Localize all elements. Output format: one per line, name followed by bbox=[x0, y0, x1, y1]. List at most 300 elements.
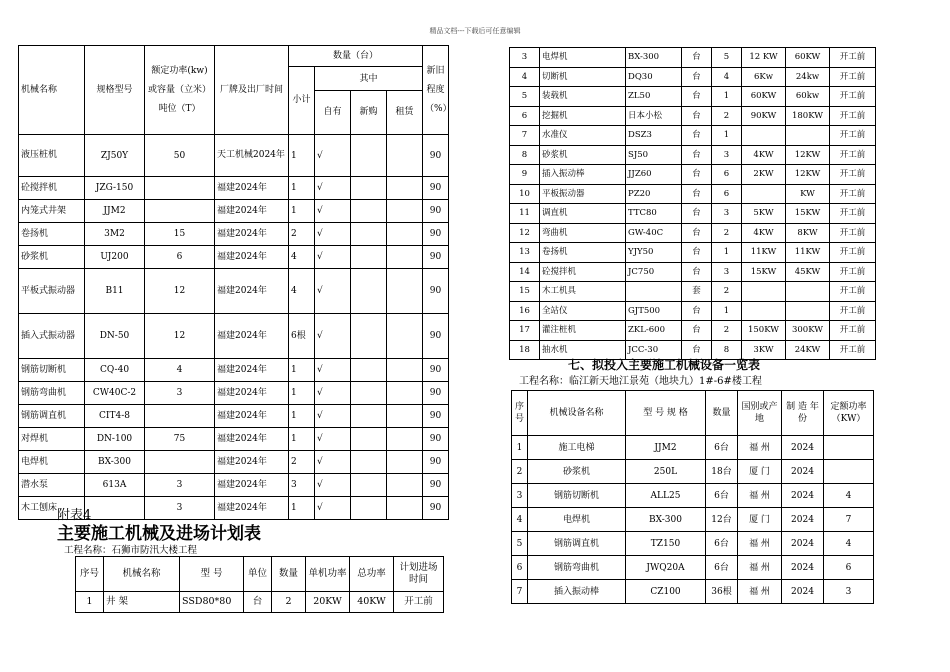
app-cell: 台 bbox=[244, 592, 272, 613]
table-cell: 12台 bbox=[706, 508, 738, 532]
table-cell: SJ50 bbox=[626, 145, 682, 165]
table-cell: 4KW bbox=[742, 223, 786, 243]
table-cell: 3 bbox=[712, 204, 742, 224]
header-note: 精品文档---下载后可任意编辑 bbox=[429, 27, 521, 35]
table-cell: 套 bbox=[682, 282, 712, 302]
table-cell: 250L bbox=[626, 460, 706, 484]
table-cell: 2024 bbox=[782, 556, 824, 580]
section7-table bbox=[511, 390, 874, 604]
table-row bbox=[510, 184, 876, 204]
table-cell: 全站仪 bbox=[540, 301, 626, 321]
table-row bbox=[19, 135, 449, 177]
table-cell: 钢筋调直机 bbox=[19, 405, 85, 428]
table-cell: 90 bbox=[423, 223, 449, 246]
table-cell: JWQ20A bbox=[626, 556, 706, 580]
table-cell: TTC80 bbox=[626, 204, 682, 224]
header-model: 规格型号 bbox=[85, 46, 145, 135]
header-new: 新购 bbox=[351, 91, 387, 134]
header-maker: 厂牌及出厂时间 bbox=[215, 46, 289, 135]
table-cell: 7 bbox=[510, 126, 540, 146]
table-cell: 50 bbox=[145, 135, 215, 177]
table-cell: 90 bbox=[423, 405, 449, 428]
app-cell: 1 bbox=[76, 592, 104, 613]
app-cell: 20KW bbox=[306, 592, 350, 613]
table-cell: 3 bbox=[145, 474, 215, 497]
table-cell: 2024 bbox=[782, 484, 824, 508]
table-cell: 福建2024年 bbox=[215, 269, 289, 314]
table-cell bbox=[387, 451, 423, 474]
table-cell: 18台 bbox=[706, 460, 738, 484]
table-cell: 弯曲机 bbox=[540, 223, 626, 243]
table-cell: 1 bbox=[712, 126, 742, 146]
table-cell: 电焊机 bbox=[528, 508, 626, 532]
table-row bbox=[510, 165, 876, 185]
table-cell: 施工电梯 bbox=[528, 436, 626, 460]
table-cell: 15 bbox=[510, 282, 540, 302]
table-cell: 14 bbox=[510, 262, 540, 282]
table-cell: CQ-40 bbox=[85, 359, 145, 382]
table-row bbox=[510, 87, 876, 107]
table-cell: 6 bbox=[712, 165, 742, 185]
table-cell: 福建2024年 bbox=[215, 428, 289, 451]
table-row bbox=[512, 484, 874, 508]
table-cell: 60KW bbox=[742, 87, 786, 107]
table-cell: √ bbox=[315, 200, 351, 223]
table-cell: 1 bbox=[712, 301, 742, 321]
table-cell: 5KW bbox=[742, 204, 786, 224]
table-cell: 90 bbox=[423, 246, 449, 269]
table-cell: 福建2024年 bbox=[215, 405, 289, 428]
table-cell: 12 bbox=[145, 269, 215, 314]
table-cell: 开工前 bbox=[830, 165, 876, 185]
app-header-no: 序号 bbox=[76, 557, 104, 592]
table-cell: 开工前 bbox=[830, 184, 876, 204]
table-cell: 福建2024年 bbox=[215, 474, 289, 497]
table-cell bbox=[387, 428, 423, 451]
table-cell: 2024 bbox=[782, 532, 824, 556]
table-cell: √ bbox=[315, 497, 351, 520]
table-cell: 福建2024年 bbox=[215, 246, 289, 269]
appendix-title: 主要施工机械及进场计划表 bbox=[57, 524, 261, 544]
table-cell: 台 bbox=[682, 184, 712, 204]
table-cell: JJM2 bbox=[85, 200, 145, 223]
s7-header-no: 序号 bbox=[512, 391, 528, 436]
s7-header-origin: 国别或产 地 bbox=[738, 391, 782, 436]
table-cell: 1 bbox=[289, 497, 315, 520]
table-cell: 2KW bbox=[742, 165, 786, 185]
table-row bbox=[510, 262, 876, 282]
table-cell: 60kw bbox=[786, 87, 830, 107]
table-cell: CIT4-8 bbox=[85, 405, 145, 428]
table-cell: 90 bbox=[423, 428, 449, 451]
header-subtotal: 小计 bbox=[289, 67, 315, 135]
table-cell: 平板式振动器 bbox=[19, 269, 85, 314]
app-cell: 开工前 bbox=[394, 592, 444, 613]
table-cell: √ bbox=[315, 246, 351, 269]
table-cell: 开工前 bbox=[830, 282, 876, 302]
table-cell: 钢筋调直机 bbox=[528, 532, 626, 556]
table-cell: 开工前 bbox=[830, 145, 876, 165]
table-cell: BX-300 bbox=[85, 451, 145, 474]
table-cell: 17 bbox=[510, 321, 540, 341]
s7-header-power: 定额功率（KW） bbox=[824, 391, 874, 436]
table-cell: 90 bbox=[423, 269, 449, 314]
table-cell: 开工前 bbox=[830, 340, 876, 360]
table-cell: 4 bbox=[824, 532, 874, 556]
table-row bbox=[510, 321, 876, 341]
table-cell: 对焊机 bbox=[19, 428, 85, 451]
table-cell: √ bbox=[315, 382, 351, 405]
table-cell bbox=[387, 269, 423, 314]
table-row bbox=[19, 223, 449, 246]
table-cell: B11 bbox=[85, 269, 145, 314]
table-cell: 开工前 bbox=[830, 223, 876, 243]
table-cell: 7 bbox=[824, 508, 874, 532]
table-cell: YJY50 bbox=[626, 243, 682, 263]
table-cell: DSZ3 bbox=[626, 126, 682, 146]
table-cell bbox=[351, 405, 387, 428]
table-row bbox=[510, 301, 876, 321]
table-cell: 2 bbox=[712, 106, 742, 126]
table-cell: 2024 bbox=[782, 508, 824, 532]
table-cell: 开工前 bbox=[830, 204, 876, 224]
table-cell: 台 bbox=[682, 87, 712, 107]
table-cell: 砼搅拌机 bbox=[540, 262, 626, 282]
table-cell: 福 州 bbox=[738, 532, 782, 556]
table-cell: 10 bbox=[510, 184, 540, 204]
table-cell: 调直机 bbox=[540, 204, 626, 224]
table-cell bbox=[786, 301, 830, 321]
table-cell: 3 bbox=[512, 484, 528, 508]
header-own: 自有 bbox=[315, 91, 351, 134]
table-cell bbox=[351, 314, 387, 359]
header-among-group bbox=[315, 67, 423, 135]
table-row bbox=[512, 460, 874, 484]
table-row bbox=[510, 204, 876, 224]
table-cell: 2024 bbox=[782, 460, 824, 484]
table-cell bbox=[387, 405, 423, 428]
table-cell: 台 bbox=[682, 67, 712, 87]
table-cell: 4 bbox=[712, 67, 742, 87]
table-cell: 3 bbox=[289, 474, 315, 497]
table-cell: UJ200 bbox=[85, 246, 145, 269]
app-header-qty: 数量 bbox=[272, 557, 306, 592]
table-cell: 8 bbox=[510, 145, 540, 165]
table-cell: 6台 bbox=[706, 556, 738, 580]
table-cell: 24kw bbox=[786, 67, 830, 87]
table-row bbox=[19, 382, 449, 405]
table-cell bbox=[145, 405, 215, 428]
table-cell bbox=[742, 126, 786, 146]
table-cell: 90 bbox=[423, 200, 449, 223]
table-cell bbox=[387, 474, 423, 497]
table-cell bbox=[351, 451, 387, 474]
table-cell bbox=[387, 200, 423, 223]
table-cell: 6 bbox=[145, 246, 215, 269]
table-cell bbox=[387, 359, 423, 382]
table-cell: 台 bbox=[682, 106, 712, 126]
table-cell bbox=[85, 497, 145, 520]
table-cell: 90 bbox=[423, 382, 449, 405]
table-cell bbox=[351, 428, 387, 451]
table-cell: 6 bbox=[510, 106, 540, 126]
table-cell: 24KW bbox=[786, 340, 830, 360]
table-cell: 300KW bbox=[786, 321, 830, 341]
table-cell bbox=[145, 200, 215, 223]
table-cell: 4 bbox=[145, 359, 215, 382]
table-cell: 1 bbox=[289, 200, 315, 223]
table-cell: 12KW bbox=[786, 145, 830, 165]
table-cell: 4KW bbox=[742, 145, 786, 165]
section7-project: 工程名称：临江新天地江景苑（地块九）1#-6#楼工程 bbox=[519, 376, 762, 387]
table-cell: DN-100 bbox=[85, 428, 145, 451]
table-cell: √ bbox=[315, 314, 351, 359]
table-cell: JCC-30 bbox=[626, 340, 682, 360]
table-cell: 2024 bbox=[782, 580, 824, 604]
table-cell: 台 bbox=[682, 223, 712, 243]
app-header-plan: 计划进场时间 bbox=[394, 557, 444, 592]
table-row bbox=[510, 106, 876, 126]
table-cell bbox=[351, 269, 387, 314]
table-cell: 平板振动器 bbox=[540, 184, 626, 204]
table-cell: 45KW bbox=[786, 262, 830, 282]
table-cell bbox=[786, 126, 830, 146]
table-cell bbox=[387, 497, 423, 520]
table-cell: ZKL-600 bbox=[626, 321, 682, 341]
table-cell bbox=[145, 177, 215, 200]
table-cell: 卷扬机 bbox=[540, 243, 626, 263]
header-wear: 新旧程度（%） bbox=[423, 46, 449, 135]
table-cell: 台 bbox=[682, 321, 712, 341]
table-cell: 12 bbox=[145, 314, 215, 359]
table-cell: 7 bbox=[512, 580, 528, 604]
table-cell: 开工前 bbox=[830, 262, 876, 282]
table-cell: 福建2024年 bbox=[215, 451, 289, 474]
table-cell: CW40C-2 bbox=[85, 382, 145, 405]
s7-header-name: 机械设备名称 bbox=[528, 391, 626, 436]
table-cell: 15KW bbox=[786, 204, 830, 224]
table-cell: KW bbox=[786, 184, 830, 204]
table-cell bbox=[351, 246, 387, 269]
table-cell: 90 bbox=[423, 177, 449, 200]
table-row bbox=[510, 67, 876, 87]
table-cell: 3 bbox=[712, 262, 742, 282]
table-cell bbox=[351, 359, 387, 382]
table-row bbox=[19, 269, 449, 314]
table-cell: 开工前 bbox=[830, 67, 876, 87]
table-cell: 福建2024年 bbox=[215, 223, 289, 246]
table-cell: 1 bbox=[289, 428, 315, 451]
table-cell: 5 bbox=[712, 48, 742, 68]
table-cell: 台 bbox=[682, 243, 712, 263]
table-row bbox=[19, 200, 449, 223]
table-cell: ZL50 bbox=[626, 87, 682, 107]
table-cell bbox=[626, 282, 682, 302]
table-cell: 2 bbox=[512, 460, 528, 484]
table-cell: 90KW bbox=[742, 106, 786, 126]
table-cell: 2 bbox=[712, 321, 742, 341]
table-cell: 天工机械2024年 bbox=[215, 135, 289, 177]
table-cell bbox=[351, 177, 387, 200]
table-cell: 3KW bbox=[742, 340, 786, 360]
table-cell: DN-50 bbox=[85, 314, 145, 359]
table-cell: 4 bbox=[824, 484, 874, 508]
table-cell: 台 bbox=[682, 48, 712, 68]
table-cell: 6 bbox=[512, 556, 528, 580]
table-cell: 3 bbox=[510, 48, 540, 68]
table-cell: 福建2024年 bbox=[215, 497, 289, 520]
table-cell: √ bbox=[315, 135, 351, 177]
app-header-model: 型 号 bbox=[180, 557, 244, 592]
table-row bbox=[512, 556, 874, 580]
app-header-unit: 单位 bbox=[244, 557, 272, 592]
table-cell: 插入式振动器 bbox=[19, 314, 85, 359]
table-cell: 18 bbox=[510, 340, 540, 360]
table-cell: 挖掘机 bbox=[540, 106, 626, 126]
table-row bbox=[19, 359, 449, 382]
table-cell: 16 bbox=[510, 301, 540, 321]
app-header-total-power: 总功率 bbox=[350, 557, 394, 592]
table-cell: 台 bbox=[682, 340, 712, 360]
table-row bbox=[19, 177, 449, 200]
table-row bbox=[19, 405, 449, 428]
table-cell: 台 bbox=[682, 204, 712, 224]
table-cell: DQ30 bbox=[626, 67, 682, 87]
table-cell: 8KW bbox=[786, 223, 830, 243]
table-cell: 6根 bbox=[289, 314, 315, 359]
table-cell: 90 bbox=[423, 135, 449, 177]
table-row bbox=[510, 126, 876, 146]
table-cell: 木工机具 bbox=[540, 282, 626, 302]
table-cell: JZG-150 bbox=[85, 177, 145, 200]
table-cell: 福建2024年 bbox=[215, 359, 289, 382]
table-cell: 砂浆机 bbox=[528, 460, 626, 484]
table-cell: √ bbox=[315, 451, 351, 474]
table-cell: 15KW bbox=[742, 262, 786, 282]
table-cell: 台 bbox=[682, 301, 712, 321]
table-row bbox=[19, 451, 449, 474]
table-cell: 5 bbox=[510, 87, 540, 107]
appendix-label: 附表4 bbox=[57, 508, 92, 523]
table-cell: 台 bbox=[682, 145, 712, 165]
table-cell: 电焊机 bbox=[19, 451, 85, 474]
table-cell: ALL25 bbox=[626, 484, 706, 508]
table-cell: 4 bbox=[289, 246, 315, 269]
table-cell: 3 bbox=[712, 145, 742, 165]
table-cell: 2 bbox=[712, 282, 742, 302]
table-cell: 2 bbox=[289, 223, 315, 246]
table-cell: 开工前 bbox=[830, 126, 876, 146]
table-cell bbox=[351, 497, 387, 520]
equipment-table-left bbox=[18, 45, 452, 520]
table-row bbox=[510, 223, 876, 243]
table-cell: 内笼式井架 bbox=[19, 200, 85, 223]
table-cell bbox=[387, 223, 423, 246]
header-name: 机械名称 bbox=[19, 46, 85, 135]
table-cell bbox=[824, 436, 874, 460]
table-cell: TZ150 bbox=[626, 532, 706, 556]
table-cell: 台 bbox=[682, 126, 712, 146]
table-cell: 1 bbox=[712, 243, 742, 263]
table-cell: 1 bbox=[712, 87, 742, 107]
equipment-table-right bbox=[509, 47, 876, 360]
table-cell: 3 bbox=[145, 382, 215, 405]
table-cell: 11 bbox=[510, 204, 540, 224]
table-cell: 开工前 bbox=[830, 243, 876, 263]
table-cell: BX-300 bbox=[626, 508, 706, 532]
appendix-table bbox=[75, 556, 444, 613]
table-cell: 台 bbox=[682, 262, 712, 282]
table-cell: 90 bbox=[423, 497, 449, 520]
table-cell: 开工前 bbox=[830, 321, 876, 341]
header-among: 其中 bbox=[315, 68, 422, 91]
table-cell: 60KW bbox=[786, 48, 830, 68]
table-cell: 电焊机 bbox=[540, 48, 626, 68]
table-cell: 切断机 bbox=[540, 67, 626, 87]
table-cell: 6台 bbox=[706, 532, 738, 556]
table-row bbox=[510, 282, 876, 302]
s7-header-qty: 数量 bbox=[706, 391, 738, 436]
table-cell: 1 bbox=[289, 405, 315, 428]
table-cell: 福建2024年 bbox=[215, 200, 289, 223]
table-cell: JJZ60 bbox=[626, 165, 682, 185]
table-cell bbox=[351, 200, 387, 223]
table-cell bbox=[351, 474, 387, 497]
table-cell: √ bbox=[315, 428, 351, 451]
table-cell: √ bbox=[315, 405, 351, 428]
table-cell: 灌注桩机 bbox=[540, 321, 626, 341]
table-cell: 1 bbox=[289, 177, 315, 200]
table-cell: 12 KW bbox=[742, 48, 786, 68]
table-cell: 1 bbox=[512, 436, 528, 460]
table-cell: 2024 bbox=[782, 436, 824, 460]
table-cell: √ bbox=[315, 177, 351, 200]
app-cell: SSD80*80 bbox=[180, 592, 244, 613]
table-cell bbox=[387, 246, 423, 269]
header-qty: 数量（台） bbox=[289, 46, 423, 67]
table-cell: 15 bbox=[145, 223, 215, 246]
s7-header-model: 型 号 规 格 bbox=[626, 391, 706, 436]
table-cell bbox=[387, 382, 423, 405]
table-cell: 2 bbox=[289, 451, 315, 474]
table-cell bbox=[387, 135, 423, 177]
table-cell: 90 bbox=[423, 314, 449, 359]
table-cell bbox=[387, 314, 423, 359]
table-cell: 13 bbox=[510, 243, 540, 263]
table-cell: 福 州 bbox=[738, 556, 782, 580]
table-cell: 钢筋切断机 bbox=[528, 484, 626, 508]
table-cell: 开工前 bbox=[830, 48, 876, 68]
table-cell: 福建2024年 bbox=[215, 177, 289, 200]
table-cell: 4 bbox=[510, 67, 540, 87]
table-cell: 砂浆机 bbox=[19, 246, 85, 269]
table-cell: 3 bbox=[145, 497, 215, 520]
table-cell: 福 州 bbox=[738, 580, 782, 604]
table-cell: 福建2024年 bbox=[215, 382, 289, 405]
table-cell: 6 bbox=[824, 556, 874, 580]
table-row bbox=[19, 314, 449, 359]
table-cell: 6台 bbox=[706, 484, 738, 508]
s7-header-year: 制 造 年 份 bbox=[782, 391, 824, 436]
table-cell: √ bbox=[315, 359, 351, 382]
table-row bbox=[510, 243, 876, 263]
table-row bbox=[19, 428, 449, 451]
table-cell bbox=[145, 451, 215, 474]
table-cell: 砼搅拌机 bbox=[19, 177, 85, 200]
table-cell: CZ100 bbox=[626, 580, 706, 604]
table-row bbox=[512, 508, 874, 532]
table-cell bbox=[824, 460, 874, 484]
